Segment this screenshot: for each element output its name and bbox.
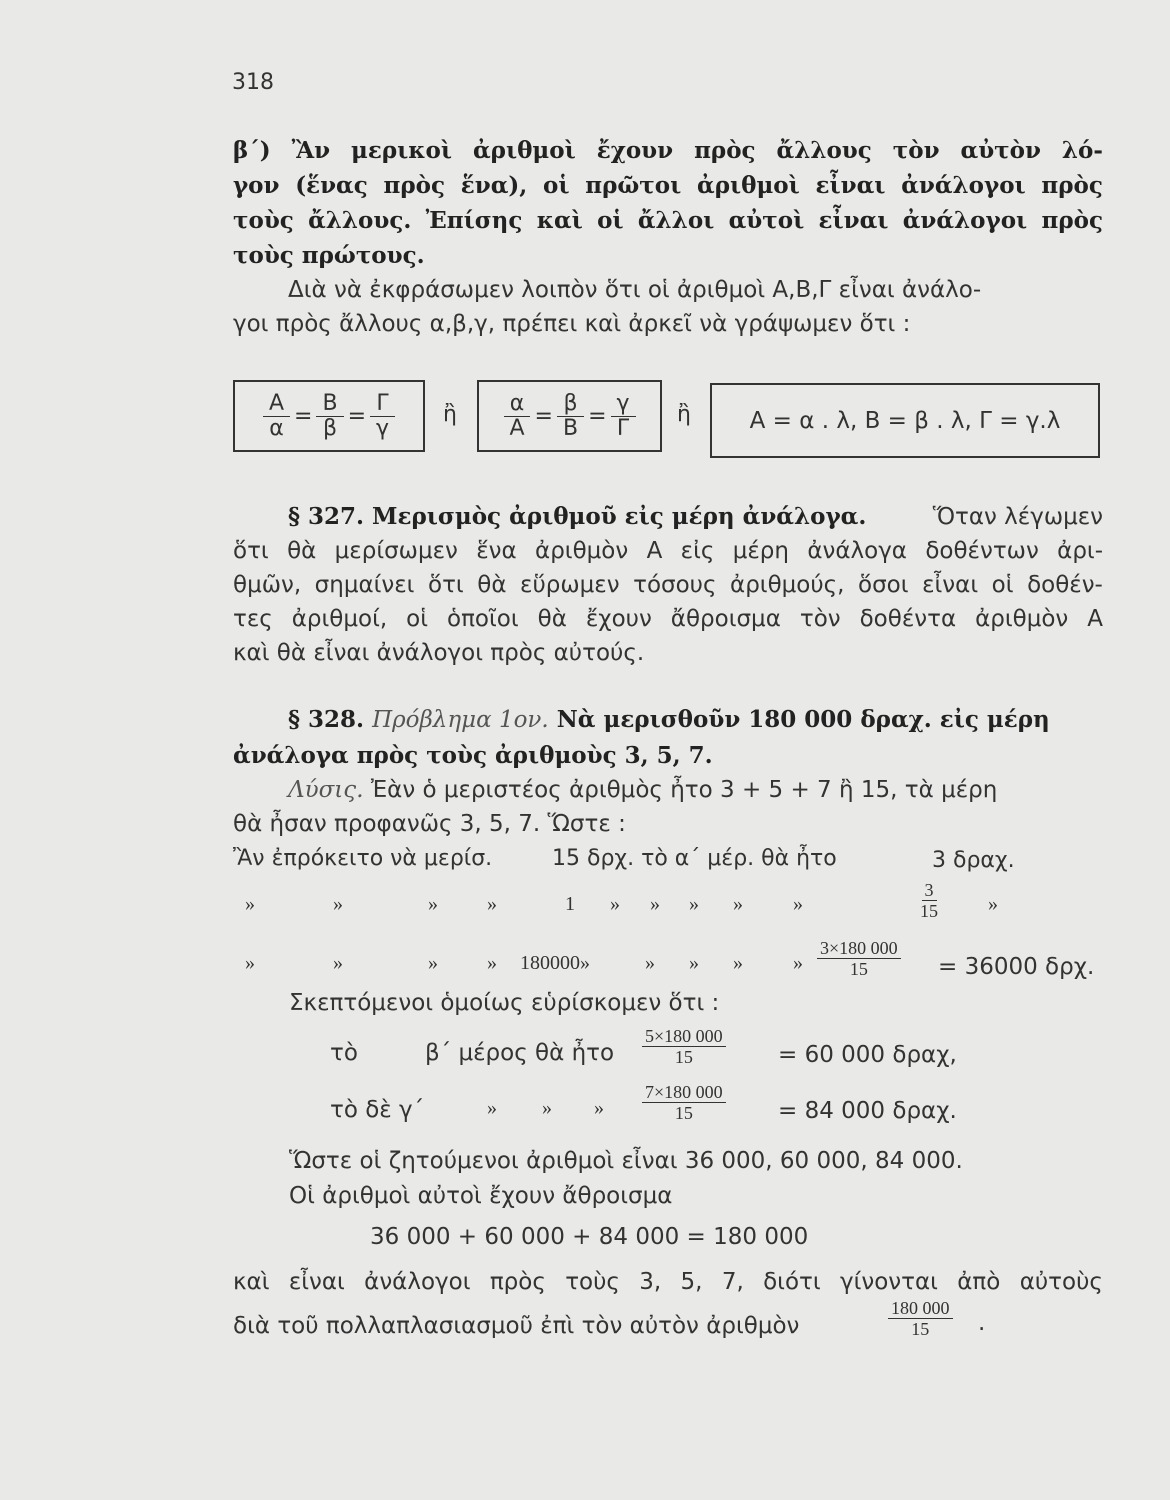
word: ὅσοι: [858, 572, 909, 598]
word: πρὸς: [1041, 207, 1103, 234]
word: ἀνάλογοι: [901, 172, 1026, 199]
problem-label: Πρόβλημα 1ον.: [372, 707, 549, 733]
word: Α: [646, 538, 663, 564]
row1-middle: 15 δρχ. τὸ α΄ μέρ. θὰ ἦτο: [552, 846, 837, 871]
section-328-number: § 328.: [288, 706, 365, 733]
express-line: Διὰ νὰ ἐκφράσωμεν λοιπὸν ὅτι οἱ ἀριθμοὶ Α,Β,Γ εἶναι ἀνάλο-: [288, 277, 982, 303]
word: τὸν: [892, 137, 940, 164]
word: οἱ: [991, 572, 1014, 598]
word: ἀριθμὸν: [535, 538, 629, 564]
word: β΄): [233, 137, 271, 164]
word: οἱ: [406, 606, 429, 632]
rule-line: [233, 203, 1103, 238]
word: οἱ: [597, 207, 624, 234]
fraction: $\frac{\alpha}{A}$: [503, 392, 530, 441]
word: καὶ: [233, 1269, 270, 1295]
word: ἀνάλογα: [807, 538, 907, 564]
word: πρὸς: [489, 1269, 546, 1295]
word: τόσους: [633, 572, 717, 598]
section-327-line: [233, 602, 1103, 636]
part-c-result: = 84 000 δραχ.: [778, 1098, 957, 1124]
word: καὶ: [536, 207, 583, 234]
word: ἕνα),: [460, 172, 528, 199]
word: ἀπὸ: [957, 1269, 1001, 1295]
word: δοθέν-: [1027, 572, 1103, 598]
word: ἀριθμὸν: [975, 606, 1069, 632]
ditto-mark: »: [333, 893, 343, 915]
ditto-mark: »: [733, 952, 743, 974]
word: αὐτὸν: [960, 137, 1041, 164]
similarly-line: Σκεπτόμενοι ὁμοίως εὑρίσκομεν ὅτι :: [289, 990, 720, 1016]
or-word: ἢ: [443, 402, 457, 427]
word: ἕνα: [476, 538, 517, 564]
word: ἀριθμοί,: [291, 606, 388, 632]
row3-result: = 36000 δρχ.: [938, 954, 1095, 980]
ditto-mark: »: [650, 893, 660, 915]
word: τὸν: [799, 606, 841, 632]
solution: [233, 773, 1103, 841]
ditto-mark: »: [428, 952, 438, 974]
ditto-mark: »: [689, 952, 699, 974]
part-c-label: τὸ δὲ γ΄: [330, 1097, 425, 1123]
word: Ἂν: [291, 137, 331, 164]
ditto-mark: »: [988, 893, 998, 915]
section-327-line: [233, 534, 1103, 568]
section-328-line: ἀνάλογα πρὸς τοὺς ἀριθμοὺς 3, 5, 7.: [233, 742, 713, 769]
rule-line: τοὺς πρώτους.: [233, 242, 425, 269]
word: πρῶτοι: [585, 172, 682, 199]
ditto-mark: »: [689, 893, 699, 915]
section-327: [233, 500, 1103, 670]
word: πρὸς: [1041, 172, 1103, 199]
word: ἀνάλογοι: [364, 1269, 471, 1295]
word: 3,: [639, 1269, 662, 1295]
section-327-first-line: [233, 500, 1103, 534]
word: πρὸς: [694, 137, 756, 164]
page-number: 318: [232, 70, 274, 95]
word: ἔχουν: [585, 606, 652, 632]
proportion-box-3: Α = α . λ, Β = β . λ, Γ = γ.λ: [710, 383, 1100, 458]
word: ἀριθμούς,: [730, 572, 845, 598]
ditto-mark: »: [245, 952, 255, 974]
word: γίνονται: [839, 1269, 938, 1295]
multiplier-fraction: $\frac{180 000}{15}$: [888, 1298, 953, 1339]
section-327-line: [233, 568, 1103, 602]
row1-condition: Ἂν ἐπρόκειτο νὰ μερίσ.: [233, 846, 493, 871]
ditto-mark: »: [487, 1097, 497, 1119]
word: μέρη: [732, 538, 789, 564]
word: εὕρωμεν: [520, 572, 620, 598]
word: τοὺς: [233, 207, 294, 234]
word: ἄλλους: [776, 137, 872, 164]
part-b-result: = 60 000 δραχ,: [778, 1042, 957, 1068]
sum-equation: 36 000 + 60 000 + 84 000 = 180 000: [370, 1224, 809, 1250]
ditto-mark: »: [333, 952, 343, 974]
row2-fraction: $\frac{3}{15}$: [920, 880, 938, 921]
fraction: $\frac{B}{\beta}$: [316, 392, 343, 441]
fraction: $\frac{\gamma}{\Gamma}$: [611, 392, 636, 441]
word: εἶναι: [922, 572, 979, 598]
solution-text: Ἐὰν ὁ μεριστέος ἀριθμὸς ἦτο 3 + 5 + 7 ἢ 15, τὰ μέρη: [370, 777, 998, 803]
word: ἀριθμοὶ: [472, 137, 576, 164]
word: αὐτοὺς: [1019, 1269, 1103, 1295]
problem-text: Νὰ μερισθοῦν 180 000 δραχ. εἰς μέρη: [556, 706, 1050, 733]
word: μερικοὶ: [351, 137, 452, 164]
sought-numbers-line: Ὥστε οἱ ζητούμενοι ἀριθμοὶ εἶναι 36 000, 60 000, 84 000.: [289, 1148, 963, 1174]
section-327-text: Ὅταν λέγωμεν: [932, 504, 1103, 530]
proportion-box-2: [477, 380, 662, 452]
fraction: $\frac{\Gamma}{\gamma}$: [370, 392, 395, 441]
equals-sign: =: [534, 403, 553, 429]
part-b-label: τὸ: [330, 1040, 358, 1066]
ditto-mark: »: [610, 893, 620, 915]
solution-line: θὰ ἦσαν προφανῶς 3, 5, 7. Ὥστε :: [233, 811, 626, 837]
word: ὅτι: [233, 538, 269, 564]
word: αὐτοὶ: [728, 207, 805, 234]
word: θὰ: [477, 572, 507, 598]
equals-sign: =: [294, 403, 313, 429]
or-word: ἢ: [677, 402, 691, 427]
section-328-first-line: [233, 702, 1103, 738]
word: ὁποῖοι: [447, 606, 519, 632]
ditto-mark: »: [645, 952, 655, 974]
row1-result: 3 δραχ.: [932, 848, 1015, 873]
word: δοθέντων: [925, 538, 1039, 564]
proportion-box-1: [233, 380, 425, 452]
word: ἄλλους.: [308, 207, 412, 234]
final-period: .: [978, 1310, 986, 1336]
word: θὰ: [537, 606, 567, 632]
section-328: [233, 702, 1103, 773]
word: μερίσωμεν: [334, 538, 458, 564]
word: Α: [1087, 606, 1103, 632]
ditto-mark: »: [594, 1097, 604, 1119]
ditto-mark: »: [793, 893, 803, 915]
row2-number: 1: [565, 893, 575, 915]
part-b-text: β΄ μέρος θὰ ἦτο: [425, 1040, 615, 1066]
word: οἱ: [543, 172, 570, 199]
equals-sign: =: [347, 403, 366, 429]
rule-line: [233, 168, 1103, 203]
word: λό-: [1061, 137, 1103, 164]
express-paragraph: [233, 273, 1103, 341]
word: εἶναι: [815, 172, 886, 199]
ditto-mark: »: [793, 952, 803, 974]
equals-sign: =: [588, 403, 607, 429]
word: θμῶν,: [233, 572, 302, 598]
part-b-fraction: $\frac{5\times 180 000}{15}$: [642, 1026, 726, 1067]
multiplier-line: διὰ τοῦ πολλαπλασιασμοῦ ἐπὶ τὸν αὐτὸν ἀριθμὸν: [233, 1313, 800, 1339]
word: ἀνάλογοι: [902, 207, 1028, 234]
section-327-line: καὶ θὰ εἶναι ἀνάλογοι πρὸς αὐτούς.: [233, 640, 645, 666]
ditto-mark: »: [487, 952, 497, 974]
rule-paragraph: [233, 133, 1103, 273]
word: ὅτι: [428, 572, 464, 598]
word: 5,: [680, 1269, 703, 1295]
word: τες: [233, 606, 273, 632]
word: (ἕνας: [295, 172, 368, 199]
word: ἀρι-: [1057, 538, 1103, 564]
word: εἶναι: [818, 207, 889, 234]
word: διότι: [763, 1269, 821, 1295]
row3-number: 180000»: [520, 952, 590, 974]
solution-line: [233, 773, 1103, 807]
word: ἄλλοι: [637, 207, 715, 234]
word: τοὺς: [565, 1269, 620, 1295]
word: δοθέντα: [859, 606, 957, 632]
solution-label: Λύσις.: [288, 777, 364, 803]
word: σημαίνει: [314, 572, 415, 598]
word: εἰς: [680, 538, 715, 564]
express-line: γοι πρὸς ἄλλους α,β,γ, πρέπει καὶ ἀρκεῖ νὰ γράψωμεν ὅτι :: [233, 311, 911, 337]
ditto-mark: »: [733, 893, 743, 915]
ditto-mark: »: [542, 1097, 552, 1119]
sum-intro-line: Οἱ ἀριθμοὶ αὐτοὶ ἔχουν ἄθροισμα: [289, 1183, 673, 1209]
word: γον: [233, 172, 280, 199]
word: εἶναι: [288, 1269, 345, 1295]
fraction: $\frac{A}{\alpha}$: [263, 392, 290, 441]
section-327-heading: § 327. Μερισμὸς ἀριθμοῦ εἰς μέρη ἀνάλογα.: [288, 503, 867, 530]
ditto-mark: »: [487, 893, 497, 915]
word: πρὸς: [383, 172, 445, 199]
ditto-mark: »: [428, 893, 438, 915]
rule-line: [233, 133, 1103, 168]
proportional-line: [233, 1265, 1103, 1299]
word: 7,: [721, 1269, 744, 1295]
word: ἀριθμοὶ: [697, 172, 800, 199]
word: ἄθροισμα: [670, 606, 781, 632]
row3-fraction: $\frac{3\times 180 000}{15}$: [817, 938, 901, 979]
ditto-mark: »: [245, 893, 255, 915]
word: θὰ: [287, 538, 317, 564]
word: Ἐπίσης: [425, 207, 523, 234]
fraction: $\frac{\beta}{B}$: [557, 392, 584, 441]
word: ἔχουν: [596, 137, 674, 164]
part-c-fraction: $\frac{7\times 180 000}{15}$: [642, 1082, 726, 1123]
